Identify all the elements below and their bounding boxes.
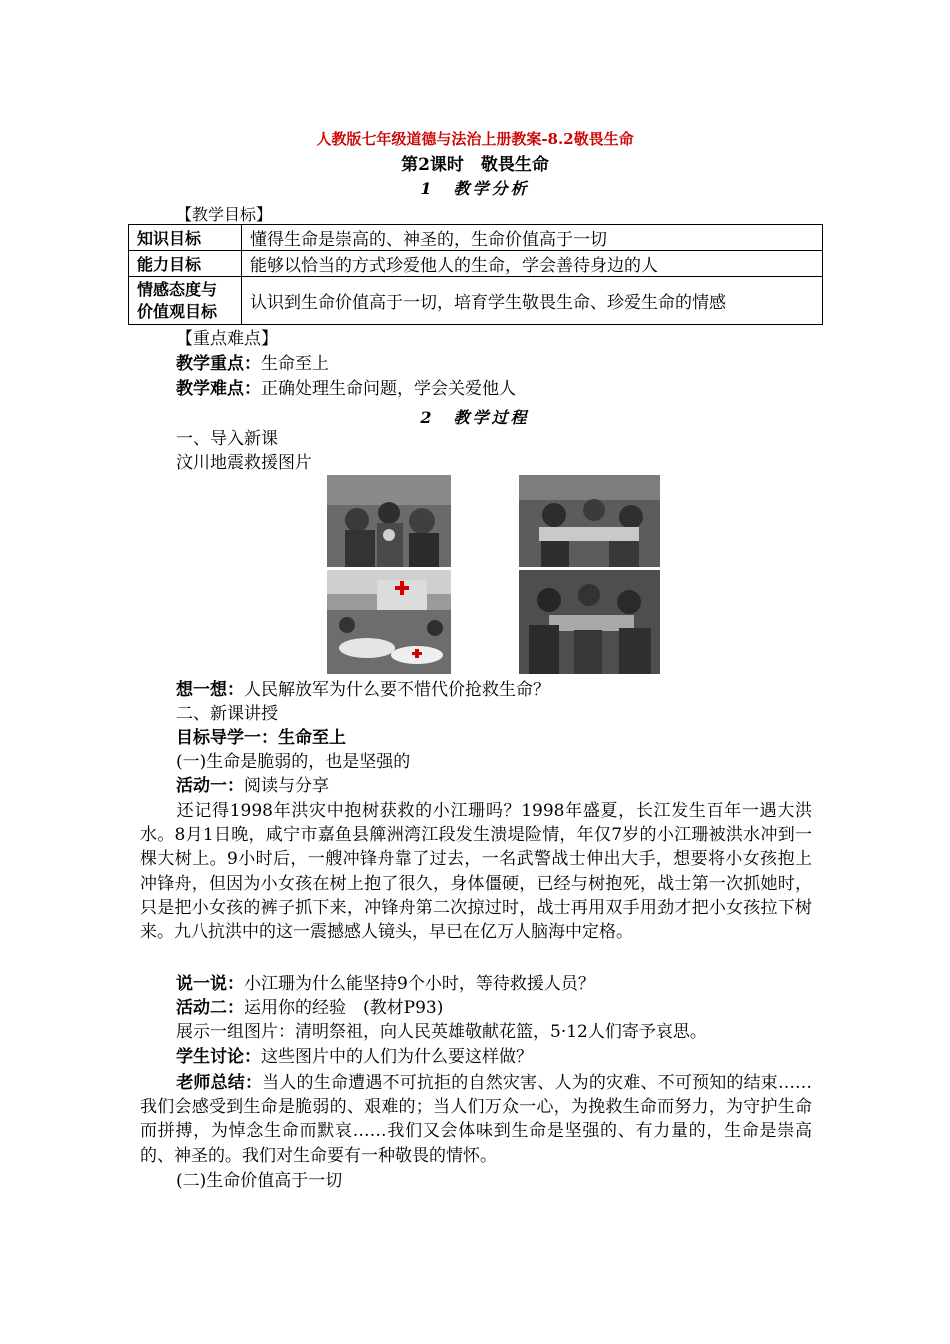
goal-key [129,277,242,325]
discuss-line [176,1046,533,1068]
activity-1-label: 活动一： [176,776,244,796]
activity-1-text: 阅读与分享 [244,776,329,796]
goals-row-knowledge [129,225,823,251]
rescue-photo-2 [519,475,660,567]
goal-key-line: 价值观目标 [137,301,218,321]
goal-value: 懂得生命是崇高的、神圣的，生命价值高于一切 [242,225,823,251]
say-line [176,973,595,995]
think-label: 想一想： [176,680,244,700]
goals-table [128,224,823,325]
rescue-photo-1 [327,475,451,567]
section-process-heading: 2 教学过程 [420,408,530,427]
subsection-1: (一)生命是脆弱的，也是坚强的 [176,752,411,772]
goal-key: 知识目标 [129,225,242,251]
activity-1 [176,775,329,797]
goal-key: 能力目标 [129,251,242,277]
think-line [176,679,550,701]
discuss-text: 这些图片中的人们为什么要这样做？ [261,1047,533,1067]
goal-value: 能够以恰当的方式珍爱他人的生命，学会善待身边的人 [242,251,823,277]
say-text: 小江珊为什么能坚持9个小时，等待救援人员？ [244,974,595,994]
summary-paragraph [140,1071,812,1168]
subsection-2: (二)生命价值高于一切 [176,1171,343,1191]
teaching-focus [176,353,329,375]
focus-text: 生命至上 [261,354,329,374]
show-line: 展示一组图片：清明祭祖，向人民英雄敬献花篮，5·12人们寄予哀思。 [176,1022,707,1042]
goal-value: 认识到生命价值高于一切，培育学生敬畏生命、珍爱生命的情感 [242,277,823,325]
rescue-photo-3 [327,570,451,674]
difficulty-label: 教学难点： [176,379,261,399]
rescue-photo-4 [519,570,660,674]
summary-text: 当人的生命遭遇不可抗拒的自然灾害、人为的灾难、不可预知的结束……我们会感受到生命是脆弱的、艰难的；当人们万众一心，为挽救生命而努力，为守护生命而拼搏，为悼念生命而默哀……我们又会体味到生命是坚强的、有力量的，生命是崇高的、神圣的。我们对生命要有一种敬畏的情怀。 [140,1073,813,1166]
teaching-difficulty [176,378,516,400]
goals-heading: 【教学目标】 [176,205,273,224]
activity-2 [176,997,443,1019]
activity-2-text: 运用你的经验 (教材P93) [244,998,444,1018]
focus-label: 教学重点： [176,354,261,374]
story-paragraph [140,799,812,944]
guide-1-heading: 目标导学一：生命至上 [176,728,346,748]
discuss-label: 学生讨论： [176,1047,261,1067]
goals-row-attitude [129,277,823,325]
goals-row-ability [129,251,823,277]
difficulty-text: 正确处理生命问题，学会关爱他人 [261,379,516,399]
goal-key-line: 情感态度与 [137,279,218,299]
intro-caption: 汶川地震救援图片 [176,453,312,473]
activity-2-label: 活动二： [176,998,244,1018]
new-lesson-heading: 二、新课讲授 [176,704,278,724]
think-text: 人民解放军为什么要不惜代价抢救生命？ [244,680,550,700]
story-text: 还记得1998年洪灾中抱树获救的小江珊吗？1998年盛夏，长江发生百年一遇大洪水。8月1日晚，咸宁市嘉鱼县簰洲湾江段发生溃堤险情，年仅7岁的小江珊被洪水冲到一棵大树上。9小时后，一艘冲锋舟靠了过去，一名武警战士伸出大手，想要将小女孩抱上冲锋舟，但因为小女孩在树上抱了很久，身体僵硬，已经与树抱死，战士第一次抓她时，只是把小女孩的裤子抓下来，冲锋舟第二次掠过时，战士再用双手用劲才把小女孩拉下树来。九八抗洪中的这一震撼感人镜头，早已在亿万人脑海中定格。 [140,801,812,943]
say-label: 说一说： [176,974,244,994]
doc-title: 人教版七年级道德与法治上册教案-8.2敬畏生命 [316,130,634,148]
summary-label: 老师总结： [176,1073,263,1093]
keypoints-heading: 【重点难点】 [176,329,278,349]
intro-heading: 一、导入新课 [176,429,278,449]
section-analysis-heading: 1 教学分析 [420,179,530,198]
lesson-title: 第2课时 敬畏生命 [401,155,549,175]
